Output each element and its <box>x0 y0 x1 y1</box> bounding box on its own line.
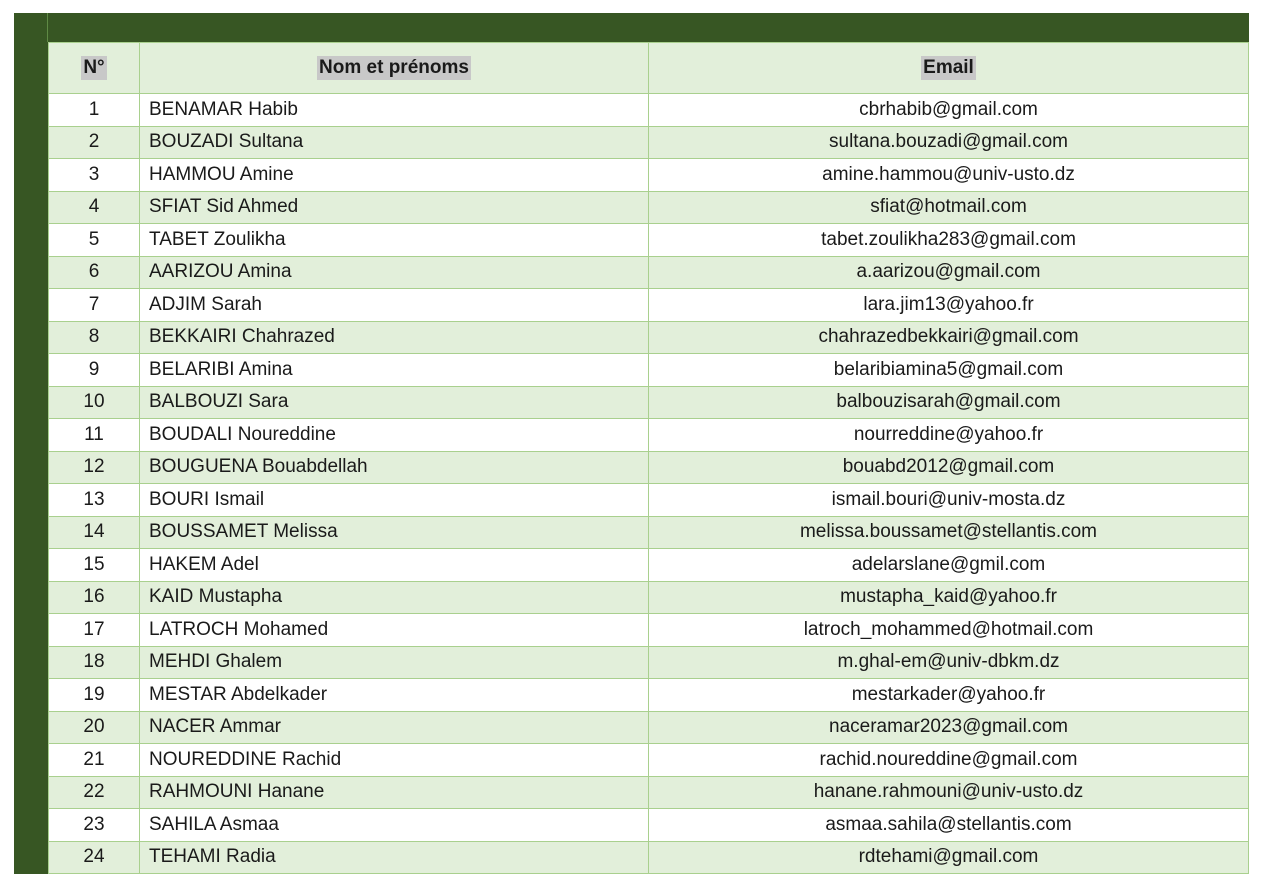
header-row <box>49 42 1249 94</box>
row-number: 24 <box>49 842 140 874</box>
row-email: mestarkader@yahoo.fr <box>649 679 1249 711</box>
row-name: SAHILA Asmaa <box>140 809 649 841</box>
participants-table <box>14 13 1249 874</box>
row-email: tabet.zoulikha283@gmail.com <box>649 224 1249 256</box>
table-row <box>49 549 1249 582</box>
row-email: m.ghal-em@univ-dbkm.dz <box>649 647 1249 679</box>
row-number: 23 <box>49 809 140 841</box>
row-number: 4 <box>49 192 140 224</box>
row-email: asmaa.sahila@stellantis.com <box>649 809 1249 841</box>
header-name-cell <box>140 43 649 93</box>
row-email: naceramar2023@gmail.com <box>649 712 1249 744</box>
table-row <box>49 257 1249 290</box>
row-name: TEHAMI Radia <box>140 842 649 874</box>
row-number: 15 <box>49 549 140 581</box>
row-email: cbrhabib@gmail.com <box>649 94 1249 126</box>
row-number: 22 <box>49 777 140 809</box>
table-banner <box>14 13 1249 42</box>
table-row <box>49 289 1249 322</box>
row-name: BOUDALI Noureddine <box>140 419 649 451</box>
row-name: NOUREDDINE Rachid <box>140 744 649 776</box>
table-grid <box>48 42 1249 874</box>
row-name: BENAMAR Habib <box>140 94 649 126</box>
table-row <box>49 712 1249 745</box>
row-number: 10 <box>49 387 140 419</box>
table-row <box>49 159 1249 192</box>
row-name: LATROCH Mohamed <box>140 614 649 646</box>
row-number: 1 <box>49 94 140 126</box>
row-email: chahrazedbekkairi@gmail.com <box>649 322 1249 354</box>
row-name: BELARIBI Amina <box>140 354 649 386</box>
row-email: balbouzisarah@gmail.com <box>649 387 1249 419</box>
table-row <box>49 809 1249 842</box>
row-email: adelarslane@gmil.com <box>649 549 1249 581</box>
row-email: mustapha_kaid@yahoo.fr <box>649 582 1249 614</box>
row-email: lara.jim13@yahoo.fr <box>649 289 1249 321</box>
row-email: rdtehami@gmail.com <box>649 842 1249 874</box>
rows-container <box>49 94 1249 874</box>
header-num: N° <box>83 57 105 78</box>
row-name: SFIAT Sid Ahmed <box>140 192 649 224</box>
row-number: 20 <box>49 712 140 744</box>
row-name: HAKEM Adel <box>140 549 649 581</box>
row-name: BOUZADI Sultana <box>140 127 649 159</box>
header-email-cell <box>649 43 1249 93</box>
row-name: NACER Ammar <box>140 712 649 744</box>
row-name: BALBOUZI Sara <box>140 387 649 419</box>
row-number: 17 <box>49 614 140 646</box>
row-number: 12 <box>49 452 140 484</box>
table-row <box>49 322 1249 355</box>
row-number: 14 <box>49 517 140 549</box>
row-email: a.aarizou@gmail.com <box>649 257 1249 289</box>
row-number: 18 <box>49 647 140 679</box>
table-row <box>49 94 1249 127</box>
row-number: 8 <box>49 322 140 354</box>
row-email: melissa.boussamet@stellantis.com <box>649 517 1249 549</box>
row-name: BOUSSAMET Melissa <box>140 517 649 549</box>
row-name: HAMMOU Amine <box>140 159 649 191</box>
row-name: MEHDI Ghalem <box>140 647 649 679</box>
row-email: nourreddine@yahoo.fr <box>649 419 1249 451</box>
table-row <box>49 582 1249 615</box>
left-stripe <box>14 42 48 874</box>
row-email: latroch_mohammed@hotmail.com <box>649 614 1249 646</box>
row-name: MESTAR Abdelkader <box>140 679 649 711</box>
row-email: ismail.bouri@univ-mosta.dz <box>649 484 1249 516</box>
row-number: 21 <box>49 744 140 776</box>
row-number: 9 <box>49 354 140 386</box>
row-name: TABET Zoulikha <box>140 224 649 256</box>
row-number: 3 <box>49 159 140 191</box>
table-row <box>49 744 1249 777</box>
row-email: rachid.noureddine@gmail.com <box>649 744 1249 776</box>
header-num-cell <box>49 43 140 93</box>
row-number: 5 <box>49 224 140 256</box>
table-row <box>49 777 1249 810</box>
row-name: AARIZOU Amina <box>140 257 649 289</box>
table-row <box>49 192 1249 225</box>
row-email: amine.hammou@univ-usto.dz <box>649 159 1249 191</box>
table-row <box>49 354 1249 387</box>
table-row <box>49 679 1249 712</box>
row-email: bouabd2012@gmail.com <box>649 452 1249 484</box>
row-number: 6 <box>49 257 140 289</box>
table-row <box>49 419 1249 452</box>
row-email: belaribiamina5@gmail.com <box>649 354 1249 386</box>
row-number: 2 <box>49 127 140 159</box>
table-row <box>49 517 1249 550</box>
row-name: KAID Mustapha <box>140 582 649 614</box>
row-number: 11 <box>49 419 140 451</box>
row-name: ADJIM Sarah <box>140 289 649 321</box>
table-row <box>49 647 1249 680</box>
row-name: BEKKAIRI Chahrazed <box>140 322 649 354</box>
row-number: 19 <box>49 679 140 711</box>
table-row <box>49 842 1249 875</box>
header-name: Nom et prénoms <box>319 57 469 78</box>
row-email: sfiat@hotmail.com <box>649 192 1249 224</box>
banner-corner-cell <box>14 13 48 42</box>
table-body <box>14 42 1249 874</box>
table-row <box>49 614 1249 647</box>
row-number: 16 <box>49 582 140 614</box>
row-number: 7 <box>49 289 140 321</box>
row-email: sultana.bouzadi@gmail.com <box>649 127 1249 159</box>
table-row <box>49 127 1249 160</box>
header-email: Email <box>923 57 974 78</box>
banner-title-cell <box>48 13 1249 42</box>
table-row <box>49 224 1249 257</box>
row-email: hanane.rahmouni@univ-usto.dz <box>649 777 1249 809</box>
row-name: BOUGUENA Bouabdellah <box>140 452 649 484</box>
row-name: BOURI Ismail <box>140 484 649 516</box>
table-row <box>49 452 1249 485</box>
row-number: 13 <box>49 484 140 516</box>
table-row <box>49 484 1249 517</box>
row-name: RAHMOUNI Hanane <box>140 777 649 809</box>
table-row <box>49 387 1249 420</box>
